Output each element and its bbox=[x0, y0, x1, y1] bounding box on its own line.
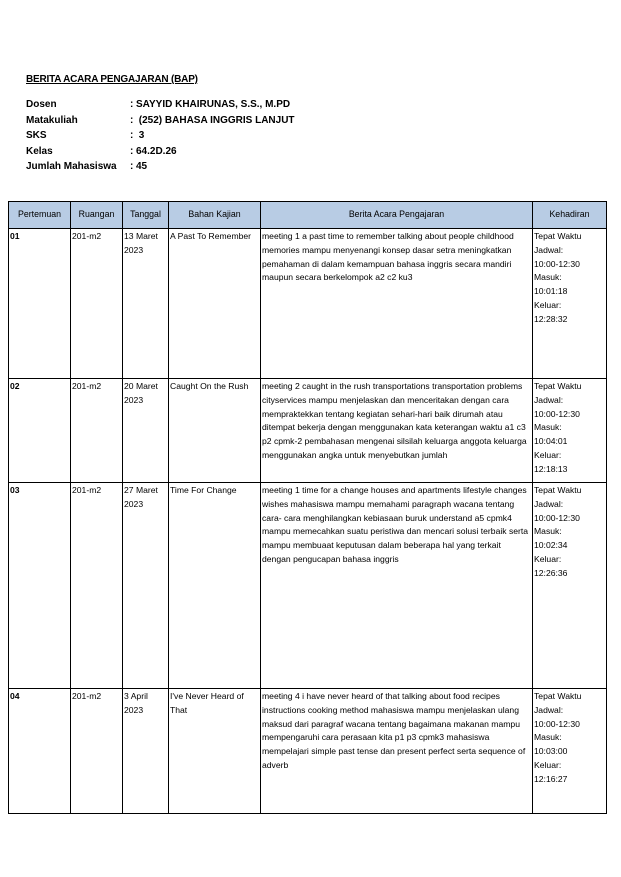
kehadiran-masuk-label: Masuk: bbox=[534, 732, 562, 743]
kehadiran-keluar-label: Keluar: bbox=[534, 449, 562, 460]
cell-bahan-kajian: A Past To Remember bbox=[169, 229, 261, 379]
table-row bbox=[9, 483, 607, 689]
cell-pertemuan: 04 bbox=[9, 689, 71, 814]
kehadiran-masuk-label: Masuk: bbox=[534, 422, 562, 433]
info-label: Kelas bbox=[26, 145, 53, 157]
cell-berita-acara: meeting 1 a past time to remember talking about people childhood memories mampu menyenangi konsep dasar setra meningkatkan pemahaman di dalam kemampuan bahasa inggris secara mandiri maupun secara berkelompok a2 c2 ku3 bbox=[261, 229, 533, 379]
cell-pertemuan: 01 bbox=[9, 229, 71, 379]
cell-tanggal: 13 Maret 2023 bbox=[123, 229, 169, 379]
kehadiran-jadwal-value: 10:00-12:30 bbox=[534, 512, 580, 523]
header-tanggal: Tanggal bbox=[123, 202, 169, 229]
kehadiran-jadwal-label: Jadwal: bbox=[534, 394, 564, 405]
header-kehadiran: Kehadiran bbox=[533, 202, 607, 229]
kehadiran-status: Tepat Waktu bbox=[534, 485, 582, 495]
kehadiran-masuk-label: Masuk: bbox=[534, 272, 562, 283]
cell-berita-acara: meeting 2 caught in the rush transportations transportation problems cityservices mampu menjelaskan dan menceritakan dengan cara mempraktekkan tentang kegiatan sehari-hari baik dirumah atau ditempat bekerja dengan menggunakan kata keterangan waktu a1 c3 p2 cpmk-2 pembahasan mengenai silsilah keluarga anggota keluarga menggunakan angka untuk menyebutkan jumlah bbox=[261, 379, 533, 483]
info-row-jumlah-mahasiswa bbox=[26, 159, 295, 175]
cell-kehadiran bbox=[533, 483, 607, 689]
kehadiran-jadwal-label: Jadwal: bbox=[534, 244, 564, 255]
kehadiran-masuk-label: Masuk: bbox=[534, 526, 562, 537]
cell-tanggal: 27 Maret 2023 bbox=[123, 483, 169, 689]
info-value: 64.2D.26 bbox=[136, 145, 177, 157]
cell-berita-acara: meeting 1 time for a change houses and apartments lifestyle changes wishes mahasiswa mampu memahami paragraph wacana tentang cara- cara menghilangkan kebiasaan buruk understand a5 cpmk4 mampu memecahkan suatu peristiwa dan mencari solusi terbaik serta mampu membuaat keputusan dalam beberapa hal yang terkait dengan pengucapan bahasa inggris bbox=[261, 483, 533, 689]
kehadiran-masuk-value: 10:02:34 bbox=[534, 540, 568, 551]
document-title: BERITA ACARA PENGAJARAN (BAP) bbox=[26, 74, 198, 85]
kehadiran-jadwal-value: 10:00-12:30 bbox=[534, 408, 580, 419]
info-row-kelas bbox=[26, 144, 295, 160]
cell-ruangan: 201-m2 bbox=[71, 483, 123, 689]
table-row bbox=[9, 689, 607, 814]
cell-kehadiran bbox=[533, 689, 607, 814]
info-separator: : bbox=[130, 145, 134, 157]
table-row bbox=[9, 379, 607, 483]
info-label: Matakuliah bbox=[26, 114, 78, 126]
header-ruangan: Ruangan bbox=[71, 202, 123, 229]
cell-kehadiran bbox=[533, 379, 607, 483]
info-label: SKS bbox=[26, 130, 47, 142]
info-value: (252) BAHASA INGGRIS LANJUT bbox=[136, 114, 295, 126]
info-separator: : bbox=[130, 130, 134, 142]
info-row-sks bbox=[26, 128, 295, 144]
kehadiran-masuk-value: 10:01:18 bbox=[534, 286, 568, 297]
kehadiran-jadwal-label: Jadwal: bbox=[534, 498, 564, 509]
cell-ruangan: 201-m2 bbox=[71, 379, 123, 483]
kehadiran-keluar-value: 12:18:13 bbox=[534, 463, 568, 474]
info-label: Dosen bbox=[26, 99, 57, 111]
kehadiran-status: Tepat Waktu bbox=[534, 231, 582, 241]
kehadiran-jadwal-value: 10:00-12:30 bbox=[534, 258, 580, 269]
cell-tanggal: 3 April 2023 bbox=[123, 689, 169, 814]
cell-ruangan: 201-m2 bbox=[71, 689, 123, 814]
kehadiran-keluar-label: Keluar: bbox=[534, 759, 562, 770]
info-label: Jumlah Mahasiswa bbox=[26, 161, 117, 173]
cell-pertemuan: 03 bbox=[9, 483, 71, 689]
info-separator: : bbox=[130, 99, 134, 111]
kehadiran-status: Tepat Waktu bbox=[534, 691, 582, 701]
cell-bahan-kajian: Caught On the Rush bbox=[169, 379, 261, 483]
cell-pertemuan: 02 bbox=[9, 379, 71, 483]
cell-ruangan: 201-m2 bbox=[71, 229, 123, 379]
kehadiran-status: Tepat Waktu bbox=[534, 381, 582, 391]
info-separator: : bbox=[130, 114, 134, 126]
info-separator: : bbox=[130, 161, 134, 173]
kehadiran-jadwal-value: 10:00-12:30 bbox=[534, 718, 580, 729]
course-info bbox=[26, 97, 295, 175]
kehadiran-keluar-value: 12:26:36 bbox=[534, 567, 568, 578]
table-row bbox=[9, 229, 607, 379]
header-pertemuan: Pertemuan bbox=[9, 202, 71, 229]
info-value: SAYYID KHAIRUNAS, S.S., M.PD bbox=[136, 99, 291, 111]
info-row-dosen bbox=[26, 97, 295, 113]
kehadiran-keluar-value: 12:28:32 bbox=[534, 313, 568, 324]
info-value: 3 bbox=[136, 130, 145, 142]
cell-bahan-kajian: I've Never Heard of That bbox=[169, 689, 261, 814]
cell-berita-acara: meeting 4 i have never heard of that talking about food recipes instructions cooking method mahasiswa mampu menjelaskan ulang maksud dari paragraf wacana tentang bagaimana makanan mampu mempengaruhi cara perasaan kita p1 p3 cpmk3 mahasiswa mempelajari simple past tense dan present perfect serta sequence of adverb bbox=[261, 689, 533, 814]
kehadiran-masuk-value: 10:04:01 bbox=[534, 436, 568, 447]
info-row-matakuliah bbox=[26, 113, 295, 129]
cell-tanggal: 20 Maret 2023 bbox=[123, 379, 169, 483]
kehadiran-keluar-value: 12:16:27 bbox=[534, 773, 568, 784]
table-header-row bbox=[9, 202, 607, 229]
cell-kehadiran bbox=[533, 229, 607, 379]
kehadiran-jadwal-label: Jadwal: bbox=[534, 704, 564, 715]
kehadiran-masuk-value: 10:03:00 bbox=[534, 746, 568, 757]
kehadiran-keluar-label: Keluar: bbox=[534, 299, 562, 310]
info-value: 45 bbox=[136, 161, 148, 173]
bap-table bbox=[8, 201, 607, 814]
header-berita-acara: Berita Acara Pengajaran bbox=[261, 202, 533, 229]
kehadiran-keluar-label: Keluar: bbox=[534, 553, 562, 564]
cell-bahan-kajian: Time For Change bbox=[169, 483, 261, 689]
header-bahan-kajian: Bahan Kajian bbox=[169, 202, 261, 229]
